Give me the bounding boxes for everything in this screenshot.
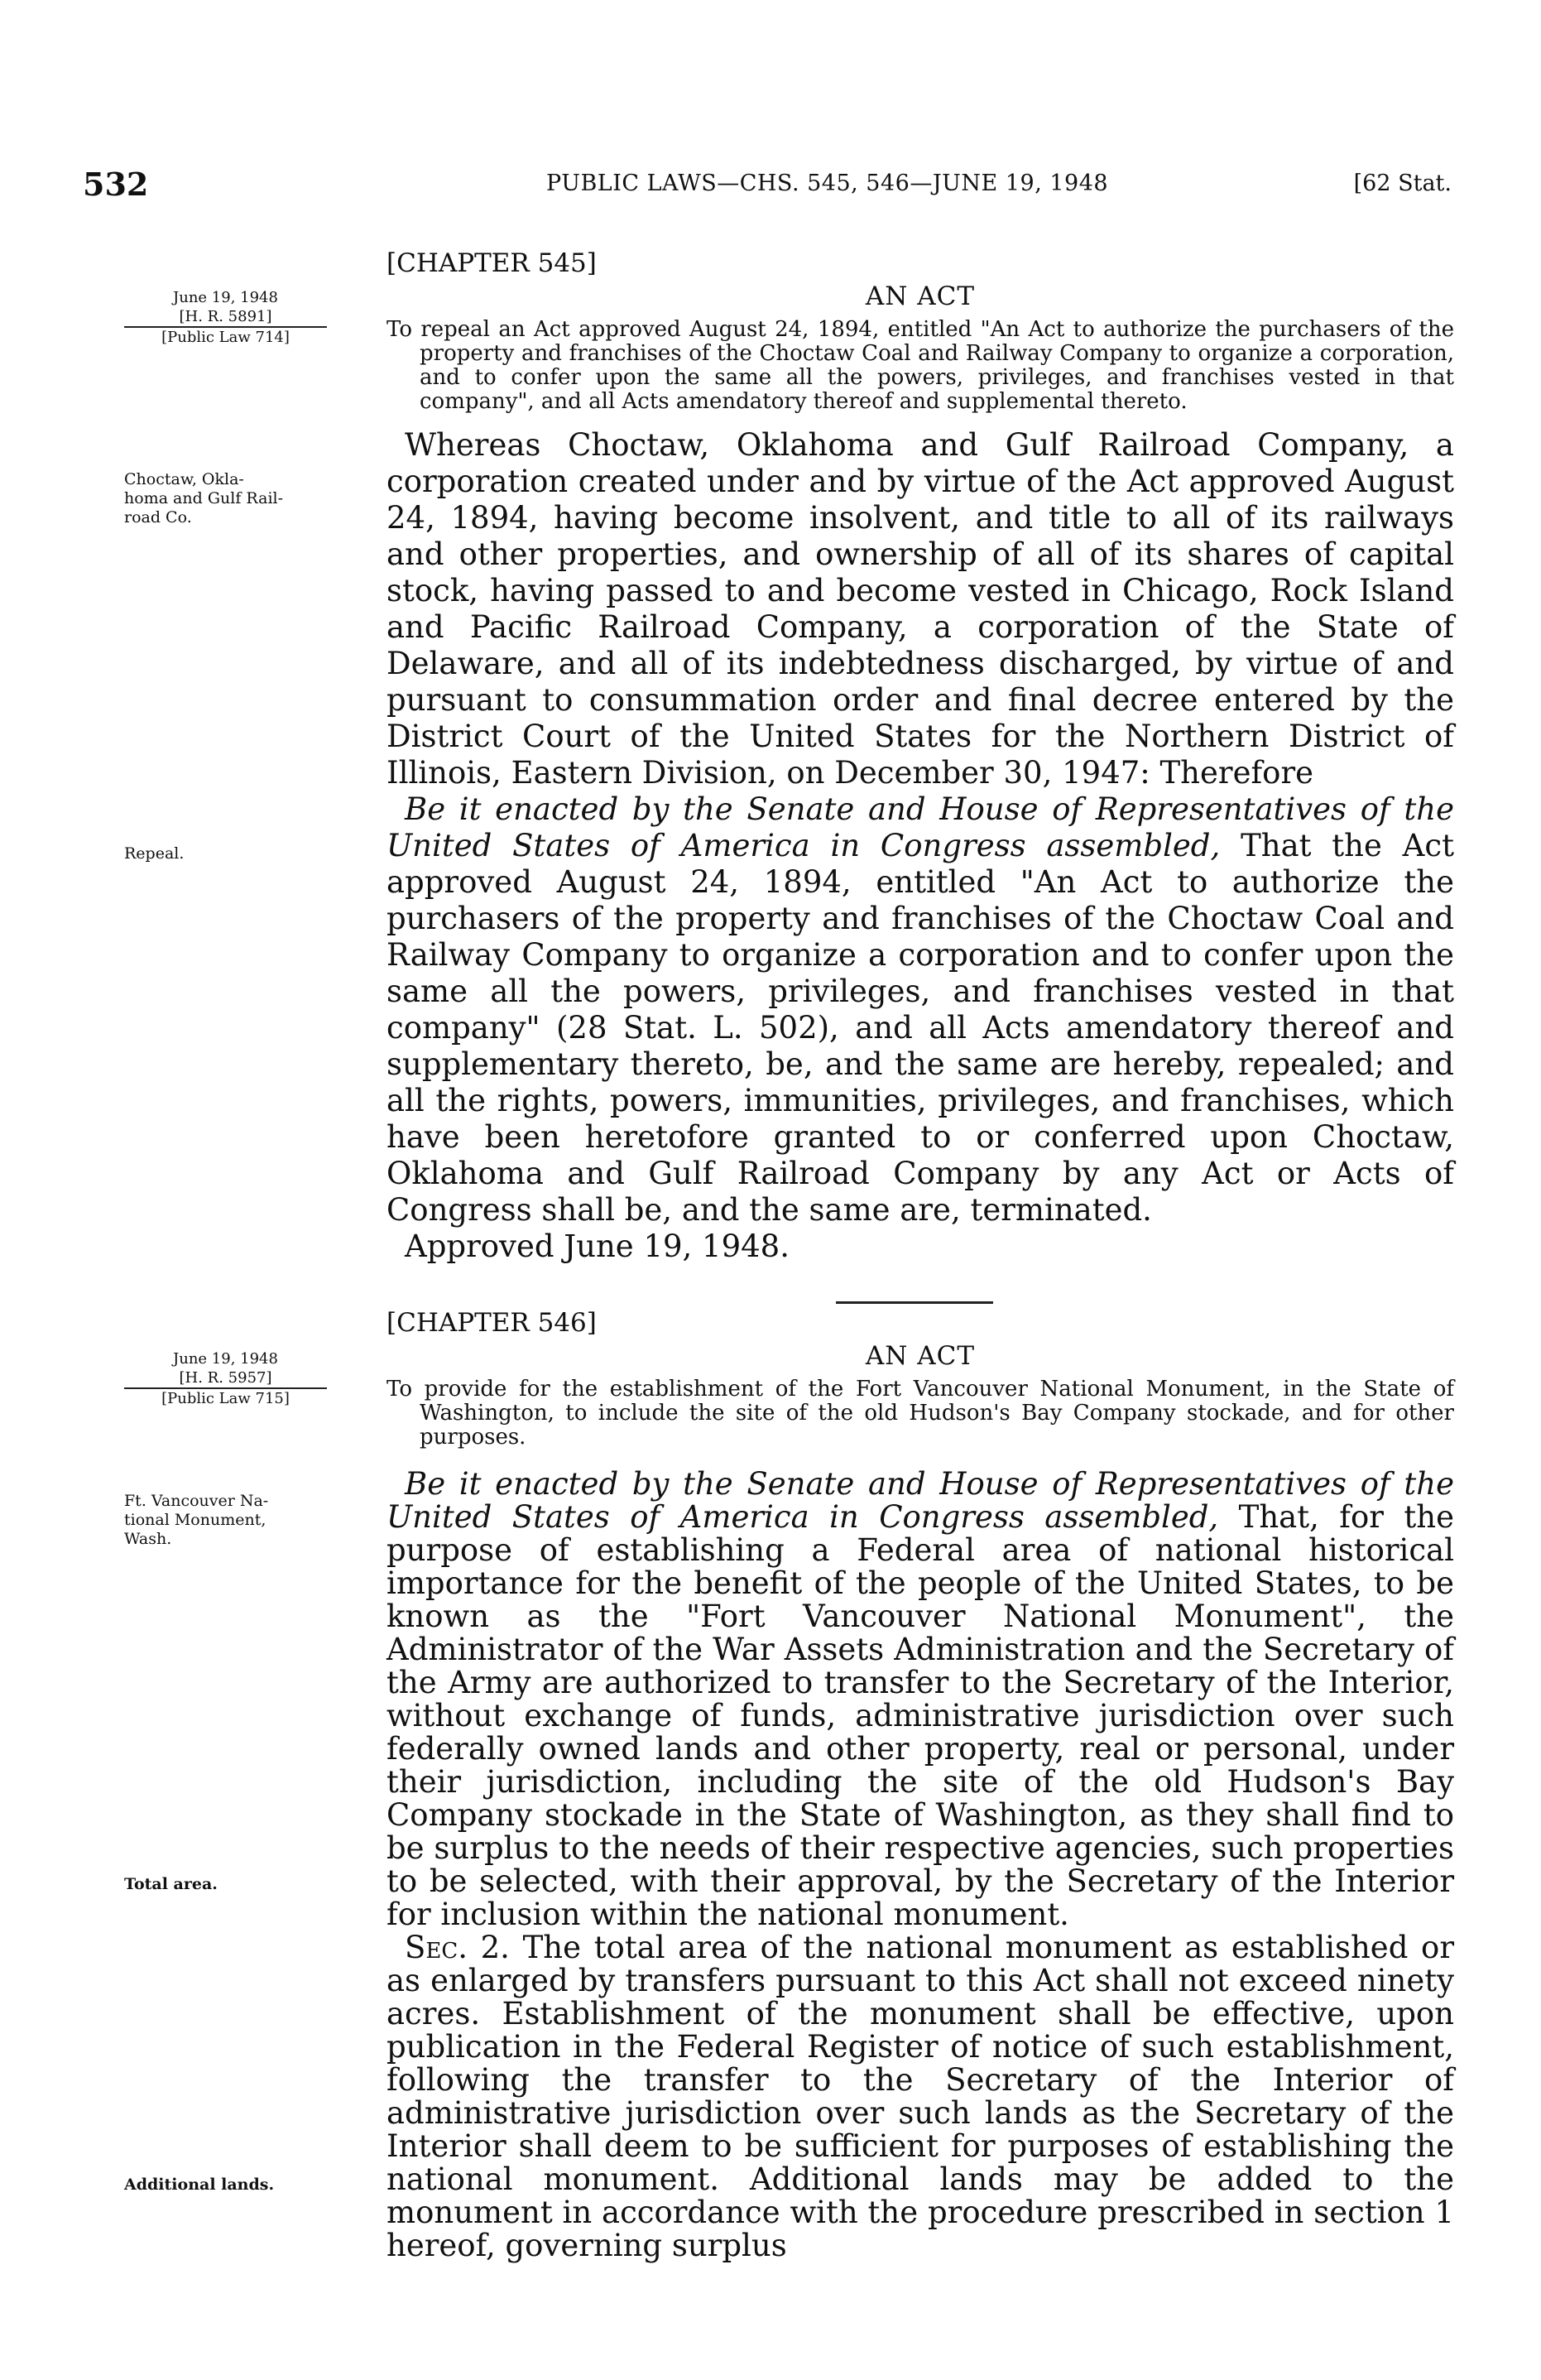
chapter-546-sec2 bbox=[386, 1931, 1454, 2262]
chapter-546-enacting-clause: Be it enacted by the Senate and House of Representatives of the United States of America in Congress assembled, bbox=[386, 1466, 1454, 1535]
chapter-545-body bbox=[386, 427, 1454, 1265]
margin-line: Total area. bbox=[124, 1875, 218, 1893]
margin-line: Ft. Vancouver Na- bbox=[124, 1492, 269, 1510]
chapter-546-label: [CHAPTER 546] bbox=[386, 1308, 597, 1338]
chapter-545-purpose: To repeal an Act approved August 24, 1894, entitled "An Act to authorize the purchasers of the property and franchises of the Choctaw Coal and Railway Company to organize a corporation, and to confer upon the same all the powers, privileges, and franchises vested in that company", and all Acts amendatory thereof and supplemental thereto. bbox=[386, 317, 1454, 414]
chapter-546-an-act: AN ACT bbox=[865, 1341, 976, 1371]
chapter-546-enact-body: That, for the purpose of establishing a Federal area of national historical importance for the benefit of the people of the United States, to be known as the "Fort Vancouver National Monument", the Administrator of the War Assets Administration and the Secretary of the Army are authorized to transfer to the Secretary of the Interior, without exchange of funds, administrative jurisdiction over such federally owned lands and other property, real or personal, under their jurisdiction, including the site of the old Hudson's Bay Company stockade in the State of Washington, as they shall find to be surplus to the needs of their respective agencies, such properties to be selected, with their approval, by the Secretary of the Interior for inclusion within the national monument. bbox=[386, 1499, 1454, 1932]
chapter-545-approved: Approved June 19, 1948. bbox=[405, 1228, 790, 1264]
running-head: PUBLIC LAWS—CHS. 545, 546—JUNE 19, 1948 bbox=[546, 171, 1109, 196]
chapter-545 bbox=[386, 248, 1454, 1265]
sec2-body: The total area of the national monument as established or as enlarged by transfers pursuant to this Act shall not exceed ninety acres. Establishment of the monument shall be effective, upon publication in the Federal Register of notice of such establishment, following the transfer to the Secretary of the Interior of administrative jurisdiction over such lands as the Secretary of the Interior shall deem to be sufficient for purposes of establishing the national monument. Additional lands may be added to the monument in accordance with the procedure prescribed in section 1 hereof, governing surplus bbox=[386, 1930, 1455, 2263]
chapter-545-enact-paragraph bbox=[386, 791, 1454, 1228]
chapter-546 bbox=[386, 1308, 1454, 2262]
ch546-margin-additional bbox=[124, 2176, 358, 2195]
page-header bbox=[83, 166, 1458, 207]
ch545-margin-choctaw bbox=[124, 470, 358, 527]
margin-line: tional Monument, bbox=[124, 1511, 266, 1529]
page-number: 532 bbox=[83, 166, 149, 203]
volume-reference: [62 Stat. bbox=[1353, 171, 1452, 196]
ch545-date: June 19, 1948 bbox=[173, 289, 278, 306]
chapter-545-whereas: Whereas Choctaw, Oklahoma and Gulf Railroad Company, a corporation created under and by virtue of the Act approved August 24, 1894, having become insolvent, and title to all of its railways and other properties, and ownership of all of its shares of capital stock, having passed to and become vested in Chicago, Rock Island and Pacific Railroad Company, a corporation of the State of Delaware, and all of its indebtedness discharged, by virtue of and pursuant to consummation order and final decree entered by the District Court of the United States for the Northern District of Illinois, Eastern Division, on December 30, 1947: Therefore bbox=[386, 427, 1454, 791]
chapter-545-enacting-clause: Be it enacted by the Senate and House of Representatives of the United States of America in Congress assembled, bbox=[386, 791, 1454, 863]
margin-line: Wash. bbox=[124, 1530, 172, 1548]
chapter-546-body bbox=[386, 1468, 1454, 2262]
ch545-margin-repeal bbox=[124, 844, 358, 863]
ch546-law: [Public Law 715] bbox=[161, 1390, 290, 1407]
chapter-separator bbox=[836, 1301, 993, 1304]
ch545-bill: [H. R. 5891] bbox=[124, 307, 327, 328]
ch546-date: June 19, 1948 bbox=[173, 1350, 278, 1368]
ch546-bill: [H. R. 5957] bbox=[124, 1368, 327, 1389]
chapter-546-enact-paragraph bbox=[386, 1468, 1454, 1931]
sec2-label: Sec. 2. bbox=[405, 1930, 510, 1965]
ch546-margin-vancouver bbox=[124, 1492, 358, 1549]
margin-line: road Co. bbox=[124, 508, 192, 526]
chapter-546-purpose: To provide for the establishment of the Fort Vancouver National Monument, in the State of Washington, to include the site of the old Hudson's Bay Company stockade, and for other purposes. bbox=[386, 1377, 1454, 1450]
margin-line: homa and Gulf Rail- bbox=[124, 489, 284, 507]
ch546-margin-citation bbox=[124, 1349, 327, 1408]
ch545-margin-citation bbox=[124, 288, 327, 347]
ch546-margin-total-area bbox=[124, 1875, 358, 1894]
ch545-law: [Public Law 714] bbox=[161, 329, 290, 346]
chapter-545-an-act: AN ACT bbox=[865, 281, 976, 311]
margin-line: Choctaw, Okla- bbox=[124, 470, 244, 488]
margin-line: Additional lands. bbox=[124, 2176, 275, 2194]
margin-line: Repeal. bbox=[124, 844, 185, 863]
chapter-545-label: [CHAPTER 545] bbox=[386, 248, 597, 278]
chapter-545-enact-body: That the Act approved August 24, 1894, entitled "An Act to authorize the purchasers of the property and franchises of the Choctaw Coal and Railway Company to organize a corporation and to confer upon the same all the powers, privileges, and franchises vested in that company" (28 Stat. L. 502), and all Acts amendatory thereof and supplementary thereto, be, and the same are hereby, repealed; and all the rights, powers, immunities, privileges, and franchises, which have been heretofore granted to or conferred upon Choctaw, Oklahoma and Gulf Railroad Company by any Act or Acts of Congress shall be, and the same are, terminated. bbox=[386, 828, 1454, 1228]
